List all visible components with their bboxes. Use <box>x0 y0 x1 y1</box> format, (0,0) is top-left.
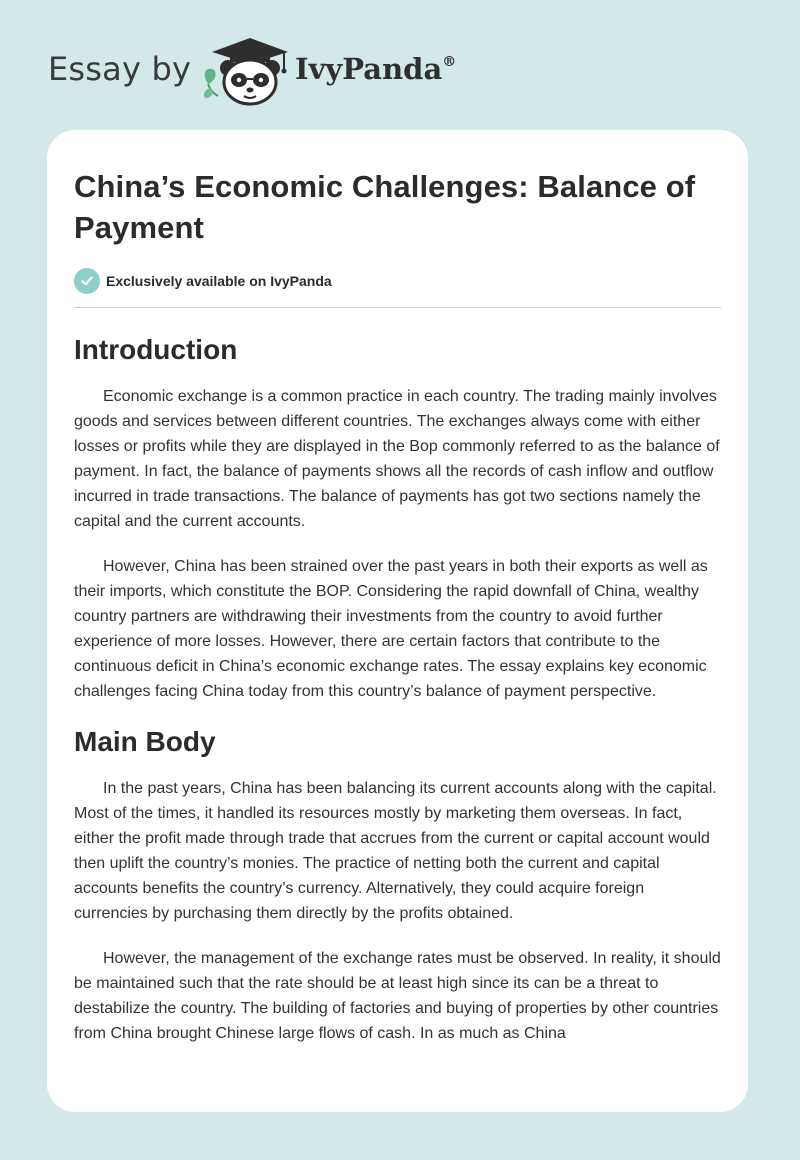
essay-title: China’s Economic Challenges: Balance of Payment <box>74 169 696 245</box>
section-heading-main-body: Main Body <box>74 726 216 757</box>
section-heading-introduction: Introduction <box>74 334 238 365</box>
brand-name[interactable] <box>295 52 456 86</box>
exclusive-badge <box>74 267 721 295</box>
essay-by-label: Essay by <box>48 50 192 88</box>
panda-graduate-logo-icon[interactable] <box>200 36 292 108</box>
essay-card <box>47 130 748 1112</box>
paragraph: In the past years, China has been balancing its current accounts along with the capital. Most of the times, it handled its resources mostly by marketing them overseas. In fact, either the profit made through trade that accrues from the current or capital account would then uplift the country’s monies. The practice of netting both the current and capital accounts benefits the country’s currency. Alternatively, they could acquire foreign currencies by purchasing them directly by the profits obtained. <box>74 780 717 922</box>
registered-mark: ® <box>442 54 457 71</box>
paragraph: However, the management of the exchange rates must be observed. In reality, it should be maintained such that the rate should be at least high since its can be a threat to destabilize the country. The building of factories and buying of properties by other countries from China brought Chinese large flows of cash. In as much as China <box>74 950 721 1042</box>
divider <box>74 307 721 308</box>
brand-text: IvyPanda <box>295 52 443 86</box>
exclusive-label: Exclusively available on IvyPanda <box>106 273 332 289</box>
paragraph: Economic exchange is a common practice in each country. The trading mainly involves goods and services between different countries. The exchanges always come with either losses or profits while they are displayed in the Bop commonly referred to as the balance of payment. In fact, the balance of payments shows all the records of cash inflow and outflow incurred in trade transactions. The balance of payments has got two sections namely the capital and the current accounts. <box>74 388 720 530</box>
site-header <box>0 0 800 120</box>
paragraph: However, China has been strained over the past years in both their exports as well as their imports, which constitute the BOP. Considering the rapid downfall of China, wealthy country partners are withdrawing their investments from the country to avoid further experience of more losses. However, there are certain factors that contribute to the continuous deficit in China’s economic exchange rates. The essay explains key economic challenges facing China today from this country’s balance of payment perspective. <box>74 558 708 700</box>
check-icon <box>74 268 100 294</box>
